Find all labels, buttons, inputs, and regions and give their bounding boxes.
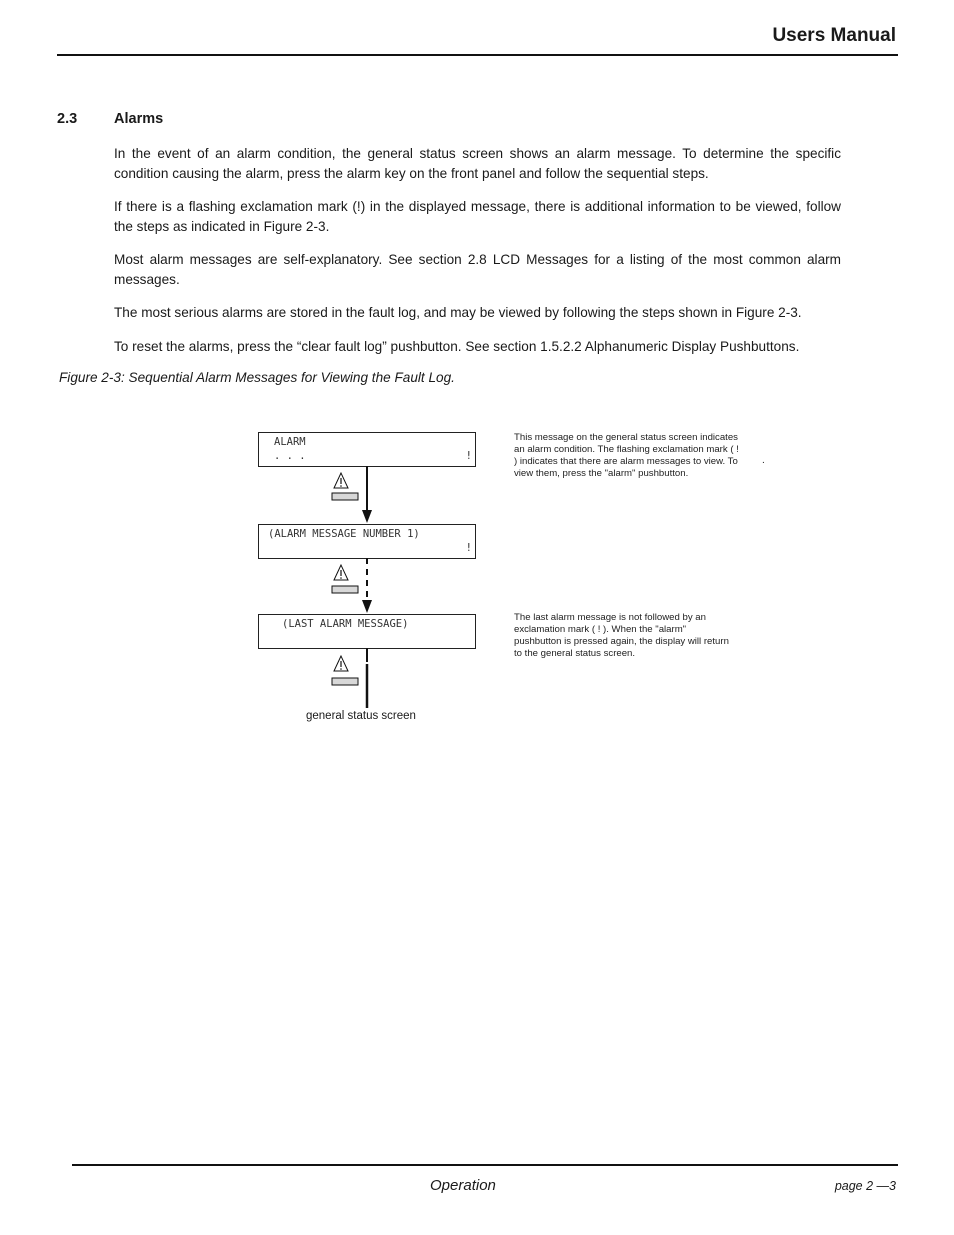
alarm-pushbutton-icon: [332, 678, 358, 685]
note-alarm-condition: This message on the general status screen indicates an alarm condition. The flashing exclamation mark ( ! ) indicates that there are alarm messages to view. To view them, press the "alarm" pushbutton.: [514, 432, 739, 479]
alarm-pushbutton-icon: [332, 586, 358, 593]
stray-mark: .: [762, 455, 765, 466]
footer-page-number: page 2 —3: [834, 1179, 896, 1193]
lcd-line1: (ALARM MESSAGE NUMBER 1): [268, 528, 420, 540]
note-last-alarm: The last alarm message is not followed by an exclamation mark ( ! ). When the "alarm" pushbutton is pressed again, the display will return to the general status screen.: [514, 612, 729, 659]
figure-caption: Figure 2-3: Sequential Alarm Messages for Viewing the Fault Log.: [59, 370, 455, 385]
paragraph-fault-log: The most serious alarms are stored in the fault log, and may be viewed by following the steps shown in Figure 2-3.: [114, 305, 802, 320]
lcd-line1: (LAST ALARM MESSAGE): [282, 618, 409, 630]
warning-triangle-icon: [334, 656, 348, 671]
section-number: 2.3: [57, 111, 78, 127]
arrow-head-2: [362, 600, 372, 613]
lcd-line1: ALARM: [274, 436, 306, 448]
warning-triangle-icon: [334, 565, 348, 580]
paragraph-intro: In the event of an alarm condition, the general status screen shows an alarm message. To determine the specific condition causing the alarm, press the alarm key on the front panel and follow the sequential steps.: [114, 146, 841, 181]
warning-triangle-icon: [334, 473, 348, 488]
lcd-flag: !: [465, 450, 472, 462]
arrow-head-1: [362, 510, 372, 523]
section-title: Alarms: [114, 111, 164, 127]
paragraph-flashing-mark: If there is a flashing exclamation mark (!) in the displayed message, there is additional information to be viewed, follow the steps as indicated in Figure 2-3.: [114, 199, 841, 234]
paragraph-reset: To reset the alarms, press the “clear fault log” pushbutton. See section 1.5.2.2 Alphanumeric Display Pushbuttons.: [114, 339, 800, 354]
footer-rule: [72, 1164, 898, 1166]
lcd-line2: . . .: [274, 450, 306, 462]
manual-title: Users Manual: [772, 25, 896, 46]
general-status-label: general status screen: [306, 710, 416, 722]
lcd-flag: !: [465, 542, 472, 554]
footer-section: Operation: [430, 1177, 496, 1194]
paragraph-self-explanatory: Most alarm messages are self-explanatory. See section 2.8 LCD Messages for a listing of the most common alarm messages.: [114, 252, 841, 287]
alarm-pushbutton-icon: [332, 493, 358, 500]
